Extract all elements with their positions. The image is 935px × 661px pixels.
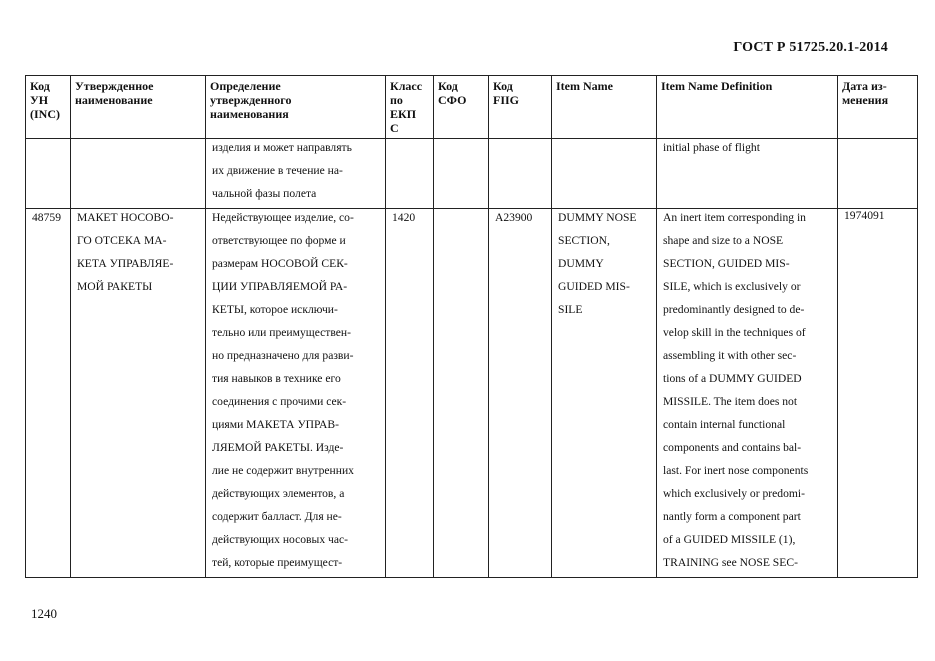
cell-item-name-definition: [657, 209, 838, 578]
column-header-line: Код: [30, 79, 50, 93]
cell-sfo-code: [434, 139, 489, 209]
cell-item-name-definition: [657, 139, 838, 209]
text-line: velop skill in the techniques of: [663, 326, 806, 339]
cell-change-date: [838, 209, 918, 578]
table-header-row: [26, 76, 918, 139]
column-header-line: по: [390, 93, 403, 107]
cell-definition: [206, 139, 386, 209]
text-line: GUIDED MIS-: [558, 280, 630, 293]
text-line: contain internal functional: [663, 418, 786, 431]
text-line: SECTION,: [558, 234, 610, 247]
text-line: КЕТЫ, которое исключи-: [212, 303, 338, 316]
column-header-item-name-definition: [657, 76, 838, 139]
cell-ekps-class: [386, 139, 434, 209]
text-line: SECTION, GUIDED MIS-: [663, 257, 790, 270]
document-standard-number: ГОСТ Р 51725.20.1-2014: [733, 40, 888, 55]
column-header-inc: [26, 76, 71, 139]
text-line: tions of a DUMMY GUIDED: [663, 372, 802, 385]
cell-item-name: [552, 209, 657, 578]
text-line: An inert item corresponding in: [663, 211, 806, 224]
column-header-line: FIIG: [493, 93, 520, 107]
column-header-approved-name: [71, 76, 206, 139]
cell-inc: [26, 209, 71, 578]
column-header-line: Определение: [210, 79, 281, 93]
text-line: их движение в течение на-: [212, 164, 343, 177]
text-line: ГО ОТСЕКА МА-: [77, 234, 167, 247]
text-line: ЛЯЕМОЙ РАКЕТЫ. Изде-: [212, 441, 344, 454]
column-header-line: Item Name Definition: [661, 79, 773, 93]
text-line: действующих элементов, а: [212, 487, 345, 500]
text-line: соединения с прочими сек-: [212, 395, 347, 408]
ekps-class-value: 1420: [392, 211, 416, 224]
text-line: циями МАКЕТА УПРАВ-: [212, 418, 339, 431]
text-line: тей, которые преимущест-: [212, 556, 343, 569]
column-header-line: (INC): [30, 107, 60, 121]
text-line: содержит балласт. Для не-: [212, 510, 342, 523]
text-line: last. For inert nose components: [663, 464, 809, 477]
cell-fiig-code: [489, 209, 552, 578]
column-header-fiig-code: [489, 76, 552, 139]
text-line: КЕТА УПРАВЛЯЕ-: [77, 257, 174, 270]
column-header-line: УН: [30, 93, 49, 107]
column-header-line: Код: [438, 79, 458, 93]
cell-change-date: [838, 139, 918, 209]
text-line: predominantly designed to de-: [663, 303, 805, 316]
column-header-line: менения: [842, 93, 889, 107]
text-line: DUMMY: [558, 257, 604, 270]
column-header-sfo-code: [434, 76, 489, 139]
table-row-continuation: [26, 139, 918, 209]
text-line: чальной фазы полета: [212, 187, 317, 200]
column-header-line: С: [390, 121, 399, 135]
cell-item-name: [552, 139, 657, 209]
text-line: МОЙ РАКЕТЫ: [77, 280, 153, 293]
cell-sfo-code: [434, 209, 489, 578]
fiig-code-value: A23900: [495, 211, 533, 224]
text-line: МАКЕТ НОСОВО-: [77, 211, 174, 224]
text-line: ЦИИ УПРАВЛЯЕМОЙ РА-: [212, 280, 348, 293]
text-line: лие не содержит внутренних: [212, 464, 354, 477]
column-header-line: ЕКП: [390, 107, 417, 121]
column-header-line: Дата из-: [842, 79, 887, 93]
text-line: MISSILE. The item does not: [663, 395, 798, 408]
text-line: SILE, which is exclusively or: [663, 280, 801, 293]
text-line: of a GUIDED MISSILE (1),: [663, 533, 796, 546]
text-line: nantly form a component part: [663, 510, 801, 523]
inc-value: 48759: [32, 211, 61, 224]
text-line: DUMMY NOSE: [558, 211, 637, 224]
cell-inc: [26, 139, 71, 209]
classification-table: [25, 75, 918, 578]
column-header-line: наименование: [75, 93, 153, 107]
text-line: но предназначено для разви-: [212, 349, 354, 362]
text-line: тия навыков в технике его: [212, 372, 341, 385]
column-header-line: наименования: [210, 107, 289, 121]
column-header-change-date: [838, 76, 918, 139]
text-line: shape and size to a NOSE: [663, 234, 784, 247]
column-header-line: Item Name: [556, 79, 613, 93]
text-line: изделия и может направлять: [212, 141, 352, 154]
table-row: [26, 209, 918, 578]
column-header-definition: [206, 76, 386, 139]
cell-fiig-code: [489, 139, 552, 209]
page-number: 1240: [31, 606, 57, 621]
column-header-line: СФО: [438, 93, 467, 107]
column-header-line: Код: [493, 79, 513, 93]
column-header-line: утвержденного: [210, 93, 292, 107]
cell-approved-name: [71, 209, 206, 578]
column-header-item-name: [552, 76, 657, 139]
text-line: Недействующее изделие, со-: [212, 211, 354, 224]
cell-approved-name: [71, 139, 206, 209]
text-line: действующих носовых час-: [212, 533, 349, 546]
text-line: TRAINING see NOSE SEC-: [663, 556, 798, 569]
sfo-code-value: [434, 209, 488, 232]
cell-ekps-class: [386, 209, 434, 578]
change-date-value: 1974091: [844, 209, 885, 222]
column-header-line: Класс: [390, 79, 423, 93]
text-line: SILE: [558, 303, 583, 316]
text-line: тельно или преимуществен-: [212, 326, 351, 339]
text-line: ответствующее по форме и: [212, 234, 346, 247]
cell-definition: [206, 209, 386, 578]
column-header-ekps-class: [386, 76, 434, 139]
column-header-line: Утвержденное: [75, 79, 154, 93]
text-line: размерам НОСОВОЙ СЕК-: [212, 257, 348, 270]
text-line: assembling it with other sec-: [663, 349, 797, 362]
text-line: components and contains bal-: [663, 441, 802, 454]
text-line: initial phase of flight: [663, 141, 760, 154]
text-line: which exclusively or predomi-: [663, 487, 805, 500]
